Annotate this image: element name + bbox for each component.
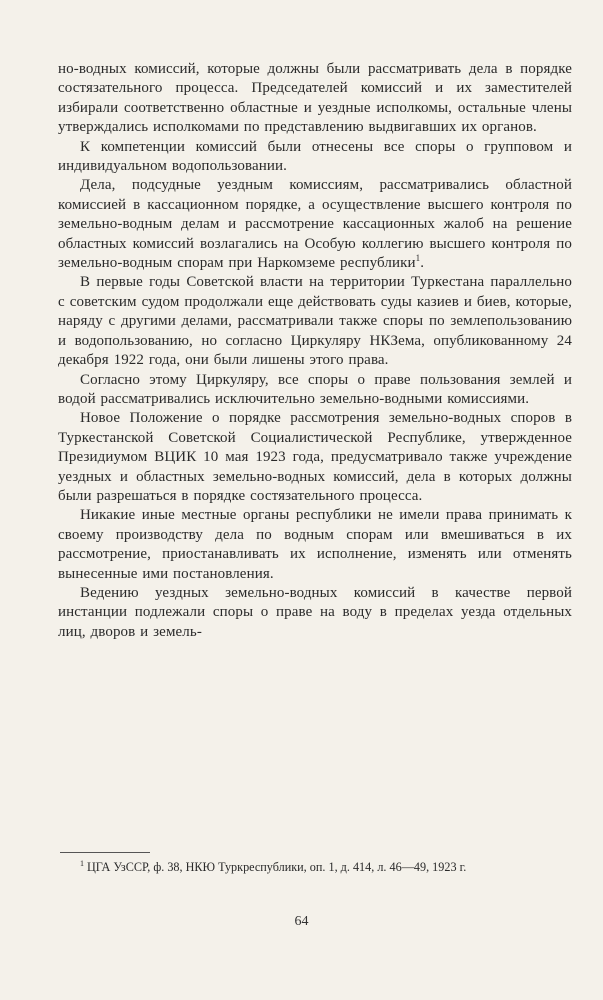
paragraph-5: Согласно этому Циркуляру, все споры о праве пользования землей и водой рассматривались исключительно земельно-водными комиссиями. [58, 371, 572, 407]
page-number: 64 [294, 914, 309, 929]
paragraph-7: Никакие иные местные органы республики не имели права принимать к своему производству дела по водным спорам или вмешиваться в их рассмотрение, приостанавливать их исполнение, изменять или отменять вынесенные ими постановления. [58, 507, 572, 582]
footnote [58, 858, 572, 876]
main-text [58, 60, 572, 642]
paragraph-2: К компетенции комиссий были отнесены все споры о групповом и индивидуальном водопользовании. [58, 138, 572, 175]
footnote-marker: 1 [80, 858, 84, 868]
paragraph-6: Новое Положение о порядке рассмотрения земельно-водных споров в Туркестанской Советской Социалистической Республике, утвержденное Президиумом ВЦИК 10 мая 1923 года, предусматривало также учреждение уездных и областных земельно-водных комиссий, дела в которых должны были разрешаться в порядке состязательного процесса. [58, 410, 572, 504]
paragraph-8: Ведению уездных земельно-водных комиссий в качестве первой инстанции подлежали споры о праве на воду в пределах уезда отдельных лиц, дворов и земель- [58, 584, 572, 640]
footnote-divider [60, 852, 150, 853]
footnote-reference: 1 [415, 253, 421, 264]
paragraph-4: В первые годы Советской власти на территории Туркестана параллельно с советским судом продолжали еще действовать суды казиев и биев, которые, наряду с другими делами, рассматривали также споры по землепользованию и водопользованию, но согласно Циркуляру НКЗема, опубликованному 24 декабря 1922 года, они были лишены этого права. [58, 274, 572, 369]
footnote-text: ЦГА УзССР, ф. 38, НКЮ Туркреспублики, оп. 1, д. 414, л. 46—49, 1923 г. [87, 860, 467, 874]
paragraph-1: но-водных комиссий, которые должны были рассматривать дела в порядке состязательного процесса. Председателей комиссий и их заместителей избирали соответственно областные и уездные исполкомы, остальные члены утверждались исполкомами по представлению выдвигавших их органов. [58, 61, 572, 136]
paragraph-3: Дела, подсудные уездным комиссиям, рассматривались областной комиссией в кассационном порядке, а осуществление высшего контроля по земельно-водным делам и рассмотрение кассационных жалоб на решение областных комиссий возлагались на Особую коллегию высшего контроля по земельно-водным спорам при Наркомземе республики$^1$. [58, 177, 572, 272]
